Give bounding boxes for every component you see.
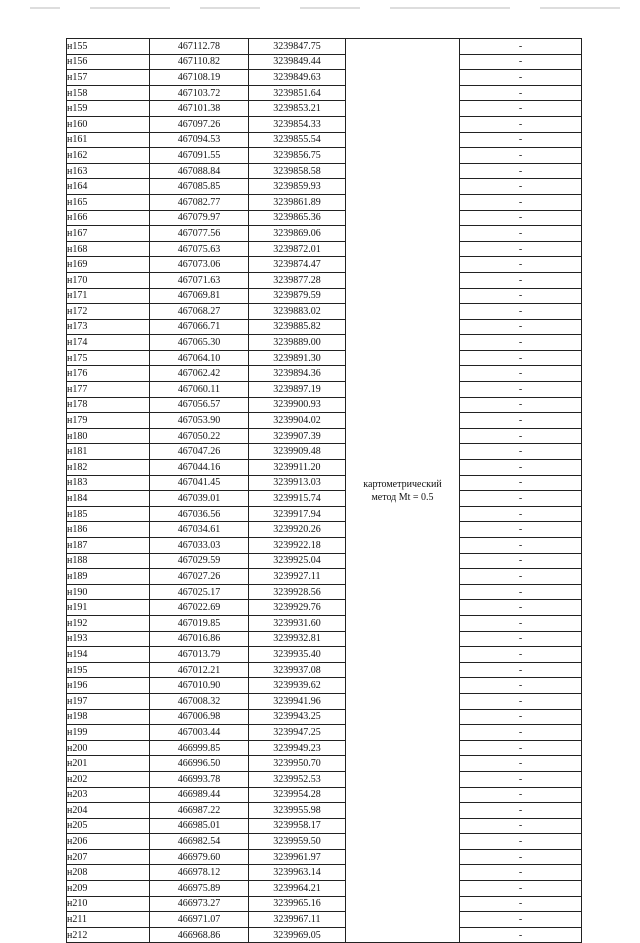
- note-cell: -: [460, 101, 582, 117]
- table-row: [67, 881, 582, 897]
- y-coordinate-cell: 3239907.39: [249, 428, 346, 444]
- point-name-cell: н175: [67, 350, 150, 366]
- x-coordinate-cell: 467077.56: [150, 226, 249, 242]
- point-name-cell: н182: [67, 460, 150, 476]
- table-row: [67, 615, 582, 631]
- x-coordinate-cell: 467094.53: [150, 132, 249, 148]
- y-coordinate-cell: 3239947.25: [249, 725, 346, 741]
- note-cell: -: [460, 491, 582, 507]
- point-name-cell: н212: [67, 927, 150, 943]
- table-row: [67, 335, 582, 351]
- y-coordinate-cell: 3239847.75: [249, 39, 346, 55]
- y-coordinate-cell: 3239950.70: [249, 756, 346, 772]
- table-row: [67, 194, 582, 210]
- x-coordinate-cell: 467097.26: [150, 116, 249, 132]
- y-coordinate-cell: 3239874.47: [249, 257, 346, 273]
- y-coordinate-cell: 3239929.76: [249, 600, 346, 616]
- point-name-cell: н209: [67, 881, 150, 897]
- point-name-cell: н172: [67, 304, 150, 320]
- note-cell: -: [460, 116, 582, 132]
- x-coordinate-cell: 466987.22: [150, 803, 249, 819]
- y-coordinate-cell: 3239928.56: [249, 584, 346, 600]
- table-row: [67, 288, 582, 304]
- table-row: [67, 600, 582, 616]
- note-cell: -: [460, 522, 582, 538]
- y-coordinate-cell: 3239854.33: [249, 116, 346, 132]
- note-cell: -: [460, 834, 582, 850]
- table-row: [67, 678, 582, 694]
- table-row: [67, 304, 582, 320]
- point-name-cell: н169: [67, 257, 150, 273]
- note-cell: -: [460, 647, 582, 663]
- table-row: [67, 132, 582, 148]
- x-coordinate-cell: 467029.59: [150, 553, 249, 569]
- note-cell: -: [460, 366, 582, 382]
- point-name-cell: н160: [67, 116, 150, 132]
- x-coordinate-cell: 466979.60: [150, 849, 249, 865]
- table-row: [67, 740, 582, 756]
- x-coordinate-cell: 466982.54: [150, 834, 249, 850]
- note-cell: -: [460, 615, 582, 631]
- table-row: [67, 584, 582, 600]
- note-cell: -: [460, 756, 582, 772]
- point-name-cell: н184: [67, 491, 150, 507]
- x-coordinate-cell: 467112.78: [150, 39, 249, 55]
- table-row: [67, 834, 582, 850]
- x-coordinate-cell: 467013.79: [150, 647, 249, 663]
- point-name-cell: н202: [67, 771, 150, 787]
- point-name-cell: н163: [67, 163, 150, 179]
- note-cell: -: [460, 413, 582, 429]
- note-cell: -: [460, 896, 582, 912]
- y-coordinate-cell: 3239949.23: [249, 740, 346, 756]
- note-cell: -: [460, 335, 582, 351]
- note-cell: -: [460, 849, 582, 865]
- note-cell: -: [460, 319, 582, 335]
- x-coordinate-cell: 467016.86: [150, 631, 249, 647]
- point-name-cell: н193: [67, 631, 150, 647]
- point-name-cell: н166: [67, 210, 150, 226]
- point-name-cell: н177: [67, 382, 150, 398]
- table-row: [67, 647, 582, 663]
- y-coordinate-cell: 3239952.53: [249, 771, 346, 787]
- x-coordinate-cell: 467079.97: [150, 210, 249, 226]
- y-coordinate-cell: 3239965.16: [249, 896, 346, 912]
- note-cell: -: [460, 927, 582, 943]
- note-cell: -: [460, 569, 582, 585]
- x-coordinate-cell: 466996.50: [150, 756, 249, 772]
- note-cell: -: [460, 787, 582, 803]
- x-coordinate-cell: 467036.56: [150, 506, 249, 522]
- point-name-cell: н211: [67, 912, 150, 928]
- y-coordinate-cell: 3239935.40: [249, 647, 346, 663]
- note-cell: -: [460, 506, 582, 522]
- x-coordinate-cell: 466971.07: [150, 912, 249, 928]
- method-line-1: картометрический: [363, 478, 442, 490]
- y-coordinate-cell: 3239877.28: [249, 272, 346, 288]
- point-name-cell: н167: [67, 226, 150, 242]
- note-cell: -: [460, 382, 582, 398]
- table-row: [67, 226, 582, 242]
- y-coordinate-cell: 3239937.08: [249, 662, 346, 678]
- x-coordinate-cell: 467044.16: [150, 460, 249, 476]
- point-name-cell: н174: [67, 335, 150, 351]
- table-row: [67, 70, 582, 86]
- y-coordinate-cell: 3239964.21: [249, 881, 346, 897]
- y-coordinate-cell: 3239900.93: [249, 397, 346, 413]
- y-coordinate-cell: 3239959.50: [249, 834, 346, 850]
- point-name-cell: н198: [67, 709, 150, 725]
- x-coordinate-cell: 467103.72: [150, 85, 249, 101]
- table-row: [67, 413, 582, 429]
- point-name-cell: н168: [67, 241, 150, 257]
- note-cell: -: [460, 226, 582, 242]
- y-coordinate-cell: 3239917.94: [249, 506, 346, 522]
- x-coordinate-cell: 467088.84: [150, 163, 249, 179]
- point-name-cell: н183: [67, 475, 150, 491]
- point-name-cell: н170: [67, 272, 150, 288]
- point-name-cell: н204: [67, 803, 150, 819]
- y-coordinate-cell: 3239927.11: [249, 569, 346, 585]
- x-coordinate-cell: 467064.10: [150, 350, 249, 366]
- note-cell: -: [460, 678, 582, 694]
- point-name-cell: н181: [67, 444, 150, 460]
- x-coordinate-cell: 466985.01: [150, 818, 249, 834]
- point-name-cell: н165: [67, 194, 150, 210]
- table-row: [67, 631, 582, 647]
- y-coordinate-cell: 3239858.58: [249, 163, 346, 179]
- note-cell: -: [460, 881, 582, 897]
- y-coordinate-cell: 3239891.30: [249, 350, 346, 366]
- y-coordinate-cell: 3239885.82: [249, 319, 346, 335]
- note-cell: -: [460, 600, 582, 616]
- y-coordinate-cell: 3239859.93: [249, 179, 346, 195]
- y-coordinate-cell: 3239932.81: [249, 631, 346, 647]
- y-coordinate-cell: 3239961.97: [249, 849, 346, 865]
- table-row: [67, 475, 582, 491]
- x-coordinate-cell: 466968.86: [150, 927, 249, 943]
- point-name-cell: н201: [67, 756, 150, 772]
- point-name-cell: н196: [67, 678, 150, 694]
- note-cell: -: [460, 163, 582, 179]
- y-coordinate-cell: 3239856.75: [249, 148, 346, 164]
- y-coordinate-cell: 3239883.02: [249, 304, 346, 320]
- y-coordinate-cell: 3239853.21: [249, 101, 346, 117]
- table-row: [67, 54, 582, 70]
- table-row: [67, 116, 582, 132]
- y-coordinate-cell: 3239851.64: [249, 85, 346, 101]
- note-cell: -: [460, 709, 582, 725]
- y-coordinate-cell: 3239879.59: [249, 288, 346, 304]
- point-name-cell: н159: [67, 101, 150, 117]
- point-name-cell: н199: [67, 725, 150, 741]
- point-name-cell: н191: [67, 600, 150, 616]
- note-cell: -: [460, 803, 582, 819]
- y-coordinate-cell: 3239872.01: [249, 241, 346, 257]
- point-name-cell: н205: [67, 818, 150, 834]
- y-coordinate-cell: 3239955.98: [249, 803, 346, 819]
- x-coordinate-cell: 467053.90: [150, 413, 249, 429]
- point-name-cell: н178: [67, 397, 150, 413]
- y-coordinate-cell: 3239967.11: [249, 912, 346, 928]
- note-cell: -: [460, 39, 582, 55]
- y-coordinate-cell: 3239958.17: [249, 818, 346, 834]
- note-cell: -: [460, 304, 582, 320]
- table-row: [67, 506, 582, 522]
- x-coordinate-cell: 466973.27: [150, 896, 249, 912]
- note-cell: -: [460, 662, 582, 678]
- point-name-cell: н200: [67, 740, 150, 756]
- table-row: [67, 912, 582, 928]
- note-cell: -: [460, 54, 582, 70]
- point-name-cell: н161: [67, 132, 150, 148]
- point-name-cell: н187: [67, 538, 150, 554]
- point-name-cell: н207: [67, 849, 150, 865]
- table-row: [67, 662, 582, 678]
- point-name-cell: н188: [67, 553, 150, 569]
- x-coordinate-cell: 467047.26: [150, 444, 249, 460]
- y-coordinate-cell: 3239861.89: [249, 194, 346, 210]
- table-row: [67, 101, 582, 117]
- x-coordinate-cell: 467101.38: [150, 101, 249, 117]
- table-row: [67, 803, 582, 819]
- note-cell: -: [460, 241, 582, 257]
- point-name-cell: н156: [67, 54, 150, 70]
- y-coordinate-cell: 3239954.28: [249, 787, 346, 803]
- note-cell: -: [460, 444, 582, 460]
- x-coordinate-cell: 467006.98: [150, 709, 249, 725]
- point-name-cell: н158: [67, 85, 150, 101]
- point-name-cell: н164: [67, 179, 150, 195]
- table-row: [67, 428, 582, 444]
- note-cell: -: [460, 865, 582, 881]
- y-coordinate-cell: 3239865.36: [249, 210, 346, 226]
- table-row: [67, 569, 582, 585]
- point-name-cell: н203: [67, 787, 150, 803]
- note-cell: -: [460, 771, 582, 787]
- table-row: [67, 522, 582, 538]
- x-coordinate-cell: 467066.71: [150, 319, 249, 335]
- x-coordinate-cell: 467062.42: [150, 366, 249, 382]
- x-coordinate-cell: 467065.30: [150, 335, 249, 351]
- table-row: [67, 366, 582, 382]
- table-row: [67, 85, 582, 101]
- note-cell: -: [460, 210, 582, 226]
- table-row: [67, 148, 582, 164]
- y-coordinate-cell: 3239869.06: [249, 226, 346, 242]
- table-row: [67, 257, 582, 273]
- x-coordinate-cell: 467110.82: [150, 54, 249, 70]
- point-name-cell: н171: [67, 288, 150, 304]
- x-coordinate-cell: 467056.57: [150, 397, 249, 413]
- y-coordinate-cell: 3239931.60: [249, 615, 346, 631]
- note-cell: -: [460, 818, 582, 834]
- table-row: [67, 444, 582, 460]
- x-coordinate-cell: 467039.01: [150, 491, 249, 507]
- x-coordinate-cell: 467033.03: [150, 538, 249, 554]
- point-name-cell: н210: [67, 896, 150, 912]
- method-line-2: метод Mt = 0.5: [371, 491, 434, 503]
- note-cell: -: [460, 631, 582, 647]
- y-coordinate-cell: 3239904.02: [249, 413, 346, 429]
- table-row: [67, 538, 582, 554]
- coordinates-table-body: [67, 39, 582, 943]
- y-coordinate-cell: 3239963.14: [249, 865, 346, 881]
- y-coordinate-cell: 3239925.04: [249, 553, 346, 569]
- note-cell: -: [460, 693, 582, 709]
- x-coordinate-cell: 466993.78: [150, 771, 249, 787]
- table-row: [67, 210, 582, 226]
- point-name-cell: н192: [67, 615, 150, 631]
- x-coordinate-cell: 467010.90: [150, 678, 249, 694]
- table-row: [67, 756, 582, 772]
- y-coordinate-cell: 3239911.20: [249, 460, 346, 476]
- note-cell: -: [460, 912, 582, 928]
- note-cell: -: [460, 194, 582, 210]
- point-name-cell: н194: [67, 647, 150, 663]
- table-row: [67, 272, 582, 288]
- y-coordinate-cell: 3239849.44: [249, 54, 346, 70]
- note-cell: -: [460, 148, 582, 164]
- table-row: [67, 179, 582, 195]
- table-row: [67, 771, 582, 787]
- y-coordinate-cell: 3239897.19: [249, 382, 346, 398]
- table-row: [67, 163, 582, 179]
- x-coordinate-cell: 467050.22: [150, 428, 249, 444]
- x-coordinate-cell: 466978.12: [150, 865, 249, 881]
- y-coordinate-cell: 3239922.18: [249, 538, 346, 554]
- table-row: [67, 693, 582, 709]
- table-row: [67, 460, 582, 476]
- note-cell: -: [460, 740, 582, 756]
- x-coordinate-cell: 467025.17: [150, 584, 249, 600]
- method-cell: [346, 39, 460, 943]
- coordinates-table: [66, 38, 582, 943]
- table-row: [67, 241, 582, 257]
- x-coordinate-cell: 467041.45: [150, 475, 249, 491]
- x-coordinate-cell: 467022.69: [150, 600, 249, 616]
- point-name-cell: н162: [67, 148, 150, 164]
- point-name-cell: н157: [67, 70, 150, 86]
- note-cell: -: [460, 179, 582, 195]
- point-name-cell: н155: [67, 39, 150, 55]
- note-cell: -: [460, 70, 582, 86]
- point-name-cell: н176: [67, 366, 150, 382]
- table-row: [67, 709, 582, 725]
- x-coordinate-cell: 467085.85: [150, 179, 249, 195]
- x-coordinate-cell: 467027.26: [150, 569, 249, 585]
- x-coordinate-cell: 467003.44: [150, 725, 249, 741]
- x-coordinate-cell: 467069.81: [150, 288, 249, 304]
- x-coordinate-cell: 467082.77: [150, 194, 249, 210]
- point-name-cell: н206: [67, 834, 150, 850]
- x-coordinate-cell: 467108.19: [150, 70, 249, 86]
- y-coordinate-cell: 3239943.25: [249, 709, 346, 725]
- note-cell: -: [460, 553, 582, 569]
- y-coordinate-cell: 3239889.00: [249, 335, 346, 351]
- point-name-cell: н185: [67, 506, 150, 522]
- point-name-cell: н180: [67, 428, 150, 444]
- x-coordinate-cell: 467068.27: [150, 304, 249, 320]
- note-cell: -: [460, 725, 582, 741]
- note-cell: -: [460, 272, 582, 288]
- y-coordinate-cell: 3239909.48: [249, 444, 346, 460]
- table-row: [67, 725, 582, 741]
- point-name-cell: н179: [67, 413, 150, 429]
- table-row: [67, 553, 582, 569]
- point-name-cell: н190: [67, 584, 150, 600]
- y-coordinate-cell: 3239849.63: [249, 70, 346, 86]
- y-coordinate-cell: 3239855.54: [249, 132, 346, 148]
- table-row: [67, 382, 582, 398]
- note-cell: -: [460, 288, 582, 304]
- x-coordinate-cell: 467019.85: [150, 615, 249, 631]
- x-coordinate-cell: 466989.44: [150, 787, 249, 803]
- table-row: [67, 319, 582, 335]
- note-cell: -: [460, 538, 582, 554]
- note-cell: -: [460, 350, 582, 366]
- x-coordinate-cell: 467060.11: [150, 382, 249, 398]
- table-row: [67, 39, 582, 55]
- y-coordinate-cell: 3239920.26: [249, 522, 346, 538]
- table-row: [67, 397, 582, 413]
- x-coordinate-cell: 467034.61: [150, 522, 249, 538]
- x-coordinate-cell: 467012.21: [150, 662, 249, 678]
- table-row: [67, 818, 582, 834]
- point-name-cell: н189: [67, 569, 150, 585]
- x-coordinate-cell: 467073.06: [150, 257, 249, 273]
- point-name-cell: н208: [67, 865, 150, 881]
- point-name-cell: н195: [67, 662, 150, 678]
- note-cell: -: [460, 475, 582, 491]
- point-name-cell: н197: [67, 693, 150, 709]
- note-cell: -: [460, 257, 582, 273]
- note-cell: -: [460, 132, 582, 148]
- x-coordinate-cell: 467008.32: [150, 693, 249, 709]
- x-coordinate-cell: 466999.85: [150, 740, 249, 756]
- y-coordinate-cell: 3239913.03: [249, 475, 346, 491]
- x-coordinate-cell: 467091.55: [150, 148, 249, 164]
- table-row: [67, 491, 582, 507]
- point-name-cell: н173: [67, 319, 150, 335]
- note-cell: -: [460, 584, 582, 600]
- note-cell: -: [460, 460, 582, 476]
- y-coordinate-cell: 3239915.74: [249, 491, 346, 507]
- table-row: [67, 350, 582, 366]
- table-row: [67, 787, 582, 803]
- table-row: [67, 927, 582, 943]
- y-coordinate-cell: 3239941.96: [249, 693, 346, 709]
- y-coordinate-cell: 3239894.36: [249, 366, 346, 382]
- y-coordinate-cell: 3239939.62: [249, 678, 346, 694]
- note-cell: -: [460, 85, 582, 101]
- x-coordinate-cell: 467071.63: [150, 272, 249, 288]
- x-coordinate-cell: 467075.63: [150, 241, 249, 257]
- x-coordinate-cell: 466975.89: [150, 881, 249, 897]
- table-row: [67, 865, 582, 881]
- note-cell: -: [460, 397, 582, 413]
- note-cell: -: [460, 428, 582, 444]
- table-row: [67, 849, 582, 865]
- y-coordinate-cell: 3239969.05: [249, 927, 346, 943]
- table-row: [67, 896, 582, 912]
- scan-header-noise: [30, 6, 620, 10]
- point-name-cell: н186: [67, 522, 150, 538]
